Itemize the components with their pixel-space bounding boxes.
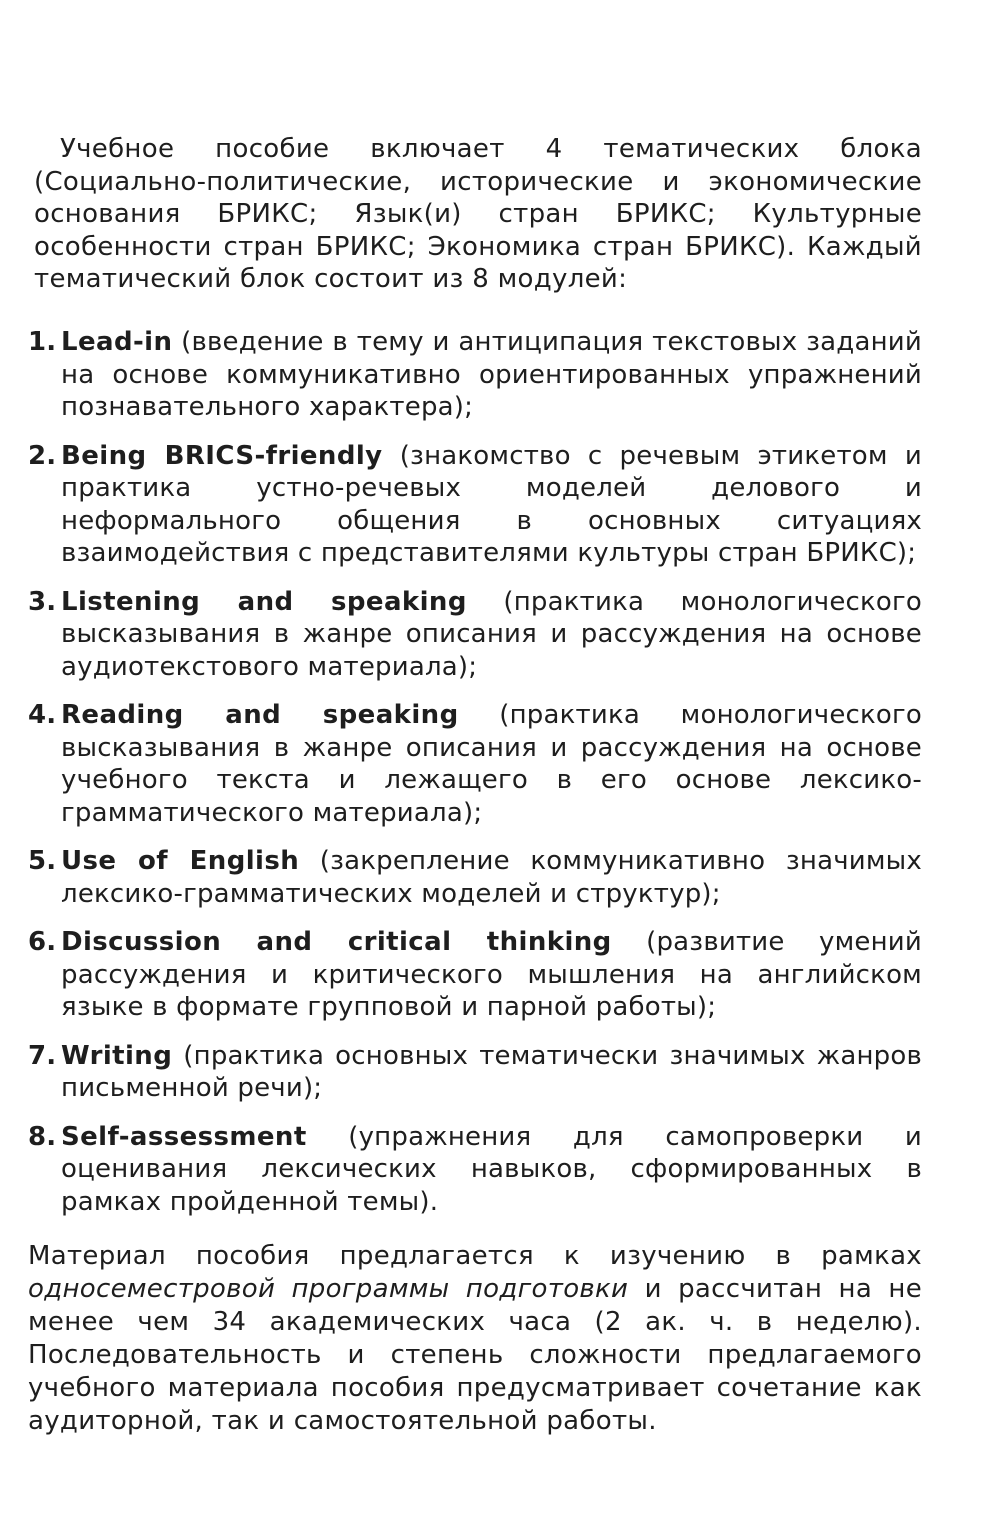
module-name: Discussion and critical thinking xyxy=(61,927,612,957)
closing-text-end: и рассчитан на не менее чем 34 академических часа (2 ак. ч. в неделю). Последовательность и степень сложности предлагаемого учебного материала пособия предусматривает сочетание как аудиторной, так и самостоятельной работы. xyxy=(28,1274,922,1436)
module-name: Being BRICS-friendly xyxy=(61,440,383,471)
module-name: Use of English xyxy=(61,846,300,876)
closing-text-start: Материал пособия предлагается к изучению в рамках xyxy=(28,1241,922,1271)
module-item xyxy=(28,1121,922,1219)
module-number: 3. xyxy=(28,586,57,617)
module-description: (введение в тему и антиципация текстовых заданий на основе коммуникативно ориентированных упражнений познавательного характера); xyxy=(61,327,922,422)
intro-paragraph: Учебное пособие включает 4 тематических блока (Социально-политические, исторические и экономические основания БРИКС; Язык(и) стран БРИКС; Культурные особенности стран БРИКС; Экономика стран БРИКС). Каждый тематический блок состоит из 8 модулей: xyxy=(34,134,922,294)
module-number: 6. xyxy=(28,927,57,957)
module-number: 2. xyxy=(28,440,57,471)
module-item xyxy=(28,1040,922,1105)
module-name: Writing xyxy=(61,1040,173,1071)
module-number: 5. xyxy=(28,846,57,876)
module-name: Self-assessment xyxy=(61,1121,307,1152)
module-description: (практика монологического высказывания в жанре описания и рассуждения на основе аудиотекстового материала); xyxy=(61,586,922,682)
module-description: (упражнения для самопроверки и оценивания лексических навыков, сформированных в рамках пройденной темы). xyxy=(61,1121,922,1217)
module-description: (закрепление коммуникативно значимых лексико-грамматических моделей и структур); xyxy=(61,846,922,909)
module-number: 8. xyxy=(28,1121,57,1152)
module-number: 1. xyxy=(28,327,57,357)
module-number: 7. xyxy=(28,1040,57,1071)
module-description: (практика основных тематически значимых жанров письменной речи); xyxy=(61,1040,922,1103)
module-description: (практика монологического высказывания в жанре описания и рассуждения на основе учебного текста и лежащего в его основе лексико-грамматического материала); xyxy=(61,700,922,828)
module-item xyxy=(28,845,922,910)
module-name: Listening and speaking xyxy=(61,586,467,617)
module-item xyxy=(28,440,922,570)
module-description: (развитие умений рассуждения и критического мышления на английском языке в формате групповой и парной работы); xyxy=(61,927,922,1022)
module-name: Lead-in xyxy=(61,327,173,357)
module-name: Reading and speaking xyxy=(61,700,459,730)
module-item xyxy=(28,926,922,1024)
module-item xyxy=(28,699,922,829)
module-description: (знакомство с речевым этикетом и практика устно-речевых моделей делового и неформального общения в основных ситуациях взаимодействия с представителями культуры стран БРИКС); xyxy=(61,440,922,568)
module-number: 4. xyxy=(28,700,57,730)
module-list xyxy=(28,326,922,1234)
closing-text-emphasis: односеместровой программы подготовки xyxy=(28,1274,629,1304)
closing-paragraph xyxy=(28,1240,922,1438)
module-item xyxy=(28,326,922,424)
module-item xyxy=(28,586,922,684)
